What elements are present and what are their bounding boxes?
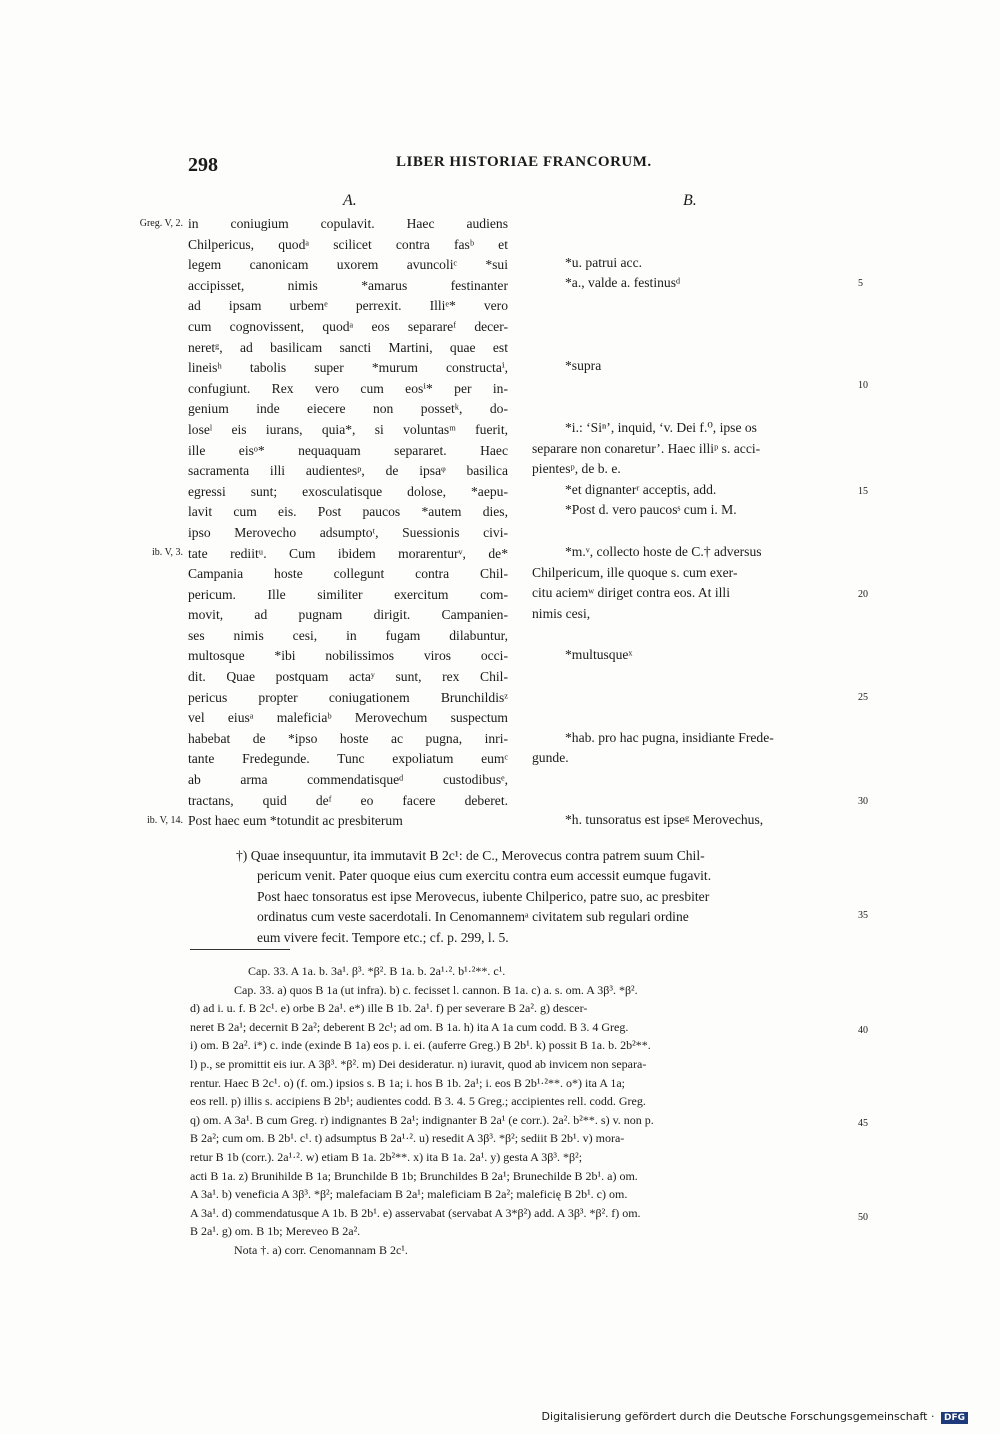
- apparatus-line: rentur. Haec B 2c¹. o) (f. om.) ipsios s. B 1a; i. hos B 1b. 2a¹; i. eos B 2b¹·²**. o*) ita A 1a;: [190, 1075, 626, 1090]
- apparatus-line: A 3a¹. b) veneficia A 3β³. *β²; malefaciam B 2a¹; maleficiam B 2a²; maleficię B 2b¹. c) om.: [190, 1187, 628, 1202]
- text-line: habebat de *ipso hoste ac pugna, inri-: [188, 730, 508, 746]
- variant-line: nimis cesi,: [532, 606, 591, 621]
- dfg-logo: DFG: [941, 1412, 968, 1424]
- text-line: lavit cum eis. Post paucos *autem dies,: [188, 504, 508, 520]
- text-line: lineisʰ tabolis super *murum constructaⁱ,: [188, 360, 508, 376]
- text-line: movit, ad pugnam dirigit. Campanien-: [188, 607, 508, 623]
- variant-line: citu aciemʷ diriget contra eos. At illi: [532, 585, 730, 600]
- variant-line: Chilpericum, ille quoque s. cum exer-: [532, 565, 738, 580]
- variant-line: *a., valde a. festinusᵈ: [565, 275, 681, 290]
- margin-reference: ib. V, 14.: [146, 815, 183, 826]
- variant-line: *u. patrui acc.: [565, 255, 642, 270]
- text-line: cum cognovissent, quodᵃ eos separareᶠ decer-: [188, 318, 508, 334]
- apparatus-line: l) p., se promittit eis iur. A 3β³. *β². m) Dei desideratur. n) iuravit, quod ab invicem non separa-: [190, 1056, 647, 1071]
- apparatus-block: [190, 962, 852, 1260]
- line-number: 25: [858, 692, 868, 703]
- apparatus-line: d) ad i. u. f. B 2c¹. e) orbe B 2a¹. e*) ille B 1b. 2a¹. f) per severare B 2a². g) descer-: [190, 1001, 588, 1016]
- variant-line: separare non conaretur’. Haec illiᵖ s. acci-: [532, 441, 761, 456]
- apparatus-line: A 3a¹. d) commendatusque A 1b. B 2b¹. e) asservabat (servabat A 3*β²) add. A 3β³. *β². f) om.: [190, 1205, 641, 1220]
- apparatus-line: Nota †. a) corr. Cenomannam B 2c¹.: [234, 1242, 408, 1257]
- line-number: 15: [858, 486, 868, 497]
- apparatus-line: retur B 1b (corr.). 2a¹·². w) etiam B 1a. 2b²**. x) ita B 1a. 2a¹. y) gesta A 3β³. *β²;: [190, 1149, 583, 1164]
- credit-text: Digitalisierung gefördert durch die Deutsche Forschungsgemeinschaft: [541, 1410, 928, 1423]
- variant-line: *et dignanterʳ acceptis, add.: [565, 482, 717, 497]
- text-line: egressi sunt; exosculatisque dolose, *aepu-: [188, 483, 508, 499]
- variant-line: *multusqueˣ: [565, 647, 633, 662]
- running-title: LIBER HISTORIAE FRANCORUM.: [396, 154, 652, 170]
- line-number: 30: [858, 796, 868, 807]
- text-line: loseˡ eis iurans, quia*, si voluntasᵐ fuerit,: [188, 421, 508, 437]
- column-a-text: [188, 214, 508, 832]
- apparatus-line: eos rell. p) illis s. accipiens B 2b¹; audientes codd. B 3. 4. 5 Greg.; accipientes rell. codd. Greg.: [190, 1094, 646, 1109]
- text-line: in coniugium copulavit. Haec audiens: [188, 216, 508, 231]
- column-a-heading: A.: [343, 192, 357, 209]
- digitization-credit: Digitalisierung gefördert durch die Deutsche Forschungsgemeinschaft · DFG: [542, 1410, 968, 1424]
- apparatus-line: neret B 2a¹; decernit B 2a²; deberent B 2c¹; ad om. B 1a. h) ita A 1a cum codd. B 3. 4 Greg.: [190, 1019, 629, 1034]
- margin-reference: Greg. V, 2.: [139, 218, 183, 229]
- text-line: tate rediitᵘ. Cum ibidem morarenturᵛ, de*: [188, 545, 508, 561]
- apparatus-line: acti B 1a. z) Brunihilde B 1a; Brunchilde B 1b; Brunchildes B 2a¹; Brunechilde B 2b¹. a) om.: [190, 1168, 638, 1183]
- variant-line: *i.: ‘Siⁿ’, inquid, ‘v. Dei f.⁰, ipse os: [565, 420, 757, 435]
- line-number: 10: [858, 380, 868, 391]
- note-line: Post haec tonsoratus est ipse Merovecus, iubente Chilperico, patre suo, ac presbiter: [257, 889, 710, 904]
- note-line: eum vivere fecit. Tempore etc.; cf. p. 299, l. 5.: [257, 930, 509, 945]
- variant-line: gunde.: [532, 750, 569, 765]
- text-line: Post haec eum *totundit ac presbiterum: [188, 813, 403, 829]
- column-b-heading: B.: [683, 192, 697, 209]
- line-number: 50: [858, 1212, 868, 1223]
- text-line: ad ipsam urbemᵉ perrexit. Illiᵉ* vero: [188, 298, 508, 314]
- line-number: 5: [858, 278, 863, 289]
- variant-line: pientesᵖ, de b. e.: [532, 461, 621, 476]
- apparatus-line: Cap. 33. A 1a. b. 3a¹. β³. *β². B 1a. b. 2a¹·². b¹·²**. c¹.: [248, 964, 506, 978]
- variant-line: *Post d. vero paucosˢ cum i. M.: [565, 502, 737, 517]
- text-line: ab arma commendatisqueᵈ custodibusᵉ,: [188, 772, 508, 788]
- variant-line: *m.ᵛ, collecto hoste de C.† adversus: [565, 544, 762, 559]
- text-line: Campania hoste collegunt contra Chil-: [188, 566, 508, 582]
- text-line: dit. Quae postquam actaʸ sunt, rex Chil-: [188, 669, 508, 685]
- page-number: 298: [188, 154, 218, 176]
- apparatus-line: B 2a¹. g) om. B 1b; Mereveo B 2a².: [190, 1224, 361, 1239]
- text-line: multosque *ibi nobilissimos viros occi-: [188, 648, 508, 664]
- text-line: genium inde eiecere non possetᵏ, do-: [188, 401, 508, 417]
- text-line: pericus propter coniugationem Brunchildisᶻ: [188, 689, 508, 705]
- footnote-rule: [190, 949, 290, 950]
- text-line: ses nimis cesi, in fugam dilabuntur,: [188, 627, 508, 643]
- variant-line: *hab. pro hac pugna, insidiante Frede-: [565, 730, 774, 745]
- line-number: 40: [858, 1025, 868, 1036]
- text-line: vel eiusᵃ maleficiaᵇ Merovechum suspectum: [188, 710, 508, 726]
- text-line: tractans, quid deᶠ eo facere deberet.: [188, 792, 508, 808]
- text-line: pericum. Ille similiter exercitum com-: [188, 586, 508, 602]
- note-line: ordinatus cum veste sacerdotali. In Cenomannemᵃ civitatem sub regulari ordine: [257, 909, 689, 924]
- apparatus-line: i) om. B 2a². i*) c. inde (exinde B 1a) eos p. i. ei. (auferre Greg.) B 2b¹. k) possit B 1a. b. 2b²**.: [190, 1038, 651, 1053]
- text-line: sacramenta illi audientesᵖ, de ipsaᵠ basilica: [188, 463, 508, 479]
- apparatus-line: B 2a²; cum om. B 2b¹. c¹. t) adsumptus B 2a¹·². u) resedit A 3β³. *β²; sediit B 2b¹. v) mora-: [190, 1131, 625, 1146]
- text-line: ipso Merovecho adsumptoᵗ, Suessionis civi-: [188, 524, 508, 540]
- margin-reference: ib. V, 3.: [151, 547, 183, 558]
- text-line: tante Fredegunde. Tunc expoliatum eumᶜ: [188, 751, 508, 767]
- apparatus-line: q) om. A 3a¹. B cum Greg. r) indignantes B 2a¹; indignanter B 2a¹ (e corr.). 2a². b²**. s) v. non p.: [190, 1112, 654, 1127]
- text-line: legem canonicam uxorem avuncoliᶜ *sui: [188, 257, 508, 273]
- text-line: accipisset, nimis *amarus festinanter: [188, 277, 508, 293]
- line-number: 20: [858, 589, 868, 600]
- note-line: pericum venit. Pater quoque eius cum exercitu contra eum accessit eumque fugavit.: [257, 868, 712, 883]
- apparatus-line: Cap. 33. a) quos B 1a (ut infra). b) c. fecisset l. cannon. B 1a. c) a. s. om. A 3β³. *β².: [234, 982, 638, 997]
- note-line: †) Quae insequuntur, ita immutavit B 2c¹: de C., Merovecus contra patrem suum Chil-: [236, 848, 705, 863]
- text-line: confugiunt. Rex vero cum eosⁱ* per in-: [188, 380, 508, 396]
- line-number: 45: [858, 1118, 868, 1129]
- text-line: neretᵍ, ad basilicam sancti Martini, quae est: [188, 339, 508, 355]
- line-number: 35: [858, 910, 868, 921]
- text-line: ille eisᵒ* nequaquam separaret. Haec: [188, 442, 508, 458]
- variant-line: *supra: [565, 358, 602, 373]
- text-line: Chilpericus, quodᵃ scilicet contra fasᵇ et: [188, 236, 508, 252]
- variant-line: *h. tunsoratus est ipseᵍ Merovechus,: [565, 812, 764, 827]
